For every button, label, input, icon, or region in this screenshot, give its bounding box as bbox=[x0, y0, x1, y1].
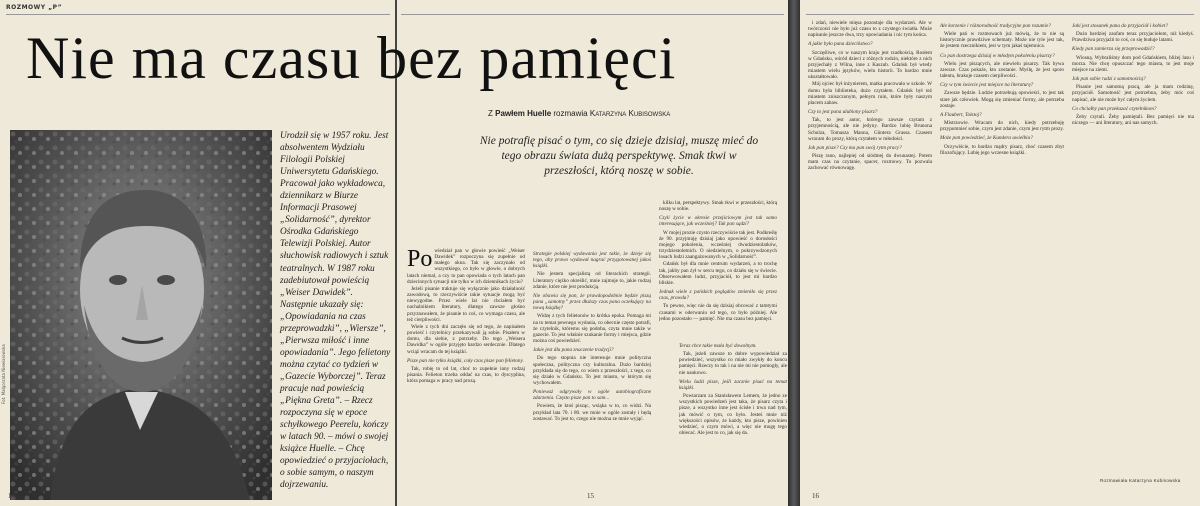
interview-answer: kilku lat, perspektywy. Smak tkwi w przeszłości, którą noszę w sobie. bbox=[659, 200, 777, 213]
interview-question: Kiedy pan zamierza się przeprowadzić? bbox=[1072, 46, 1155, 53]
interview-answer: Tak, to jest autor, którego zawsze czytam z przyjemnością, ale nie jedyny. Bardzo lubię Brunona Schulza, Tomasza Manna, Güntera Grassa. Czasem wracam do prozy, którą czytałem w młodości. bbox=[808, 117, 932, 142]
interview-answer: Mistrzowie. Wracam do nich, kiedy potrzebuję przypomnieć sobie, czym jest zdanie, czym jest rytm prozy. bbox=[940, 120, 1064, 133]
interview-question: A Flaubert, Tołstoj? bbox=[940, 111, 982, 118]
interview-question: Czy w tym świecie jest miejsce na literaturę? bbox=[940, 82, 1034, 89]
portrait-illustration bbox=[10, 130, 272, 500]
interview-question: Co chciałby pan przekazać czytelnikom? bbox=[1072, 105, 1157, 112]
interview-answer: W mojej prozie czysto rzeczywiście tak jest. Podkreślę że 90. przyjmuję dzisiaj jako opowieść o dorosłości mojego pokolenia, wcześniej dwudziestolatków, trzydziestoletnich. O niedzielnym, o pokrzywdzonych losach ludzi zaangażowanych w „Solidarność”. bbox=[659, 229, 777, 261]
byline-interviewer: Katarzyna Kubisowska bbox=[589, 109, 671, 118]
interview-question: A jakie było pana dzieciństwo? bbox=[808, 41, 873, 48]
interview-question: Strategie polskiej wydawania jest takie, że dzieje się tego, aby prawo wydawał nagrać przygotowanej jakoś książki. bbox=[533, 251, 651, 270]
interviewer-signature: Rozmawiała Katarzyna Kubisowska bbox=[1100, 478, 1181, 483]
interview-question: Nie obawia się pan, że prawdopodobnie będzie piszą pana „samotny” przez dłuższy czas pana oczekujący na nową książkę? bbox=[533, 292, 651, 312]
photo-credit: Fot. Małgorzata Niewiarowska bbox=[1, 344, 6, 404]
page-number: 16 bbox=[812, 492, 819, 500]
interview-answer: i zdań, niewiele mięsa pozostaje dla wydarzeń. Ale w twórczości nie było już czasu to z czystego światła. Może napisanie jeszcze dwa, trzy opowiadania i nic tym końca. bbox=[808, 20, 932, 39]
interview-answer: Do tego stopnia nie interesuje mnie polityczna społeczna, polityczna czy kulturalna. Dużo bardziej przykłada się do tego, co wiem z przeszłości, z tego, co się działo w Gdańsku. To jest miasto, w którym się wychowałem. bbox=[533, 355, 651, 386]
section-header: ROZMOWY „P” bbox=[6, 4, 63, 11]
interview-answer: Szczęśliwe, co w naszym kraju jest rzadkością. Rosłem w Gdańsku, wśród dzieci z różnych rodzin, niektóre z nich przyjechały z Wilna, inne z Kaszub. Gdańsk był wtedy miastem wielu języków, wielu historii. To bardzo mnie ukształtowało. bbox=[808, 49, 932, 81]
interview-question: Pisze pan nie tylko książki, cały czas pisze pan felietony. bbox=[407, 357, 524, 364]
interview-answer: Widzę z tych felietonów to krótka epoka. Pomaga mi na to temat pewnego wydania, co obecnie często potrafi, że czytelnik, któremu się podoba, czyta mnie także w gazecie. To jest właśnie szukanie formy i miejsca, gdzie można coś powiedzieć. bbox=[533, 313, 651, 345]
article-column-4 bbox=[808, 20, 932, 490]
interview-question: Ale korzenie i różnorodność tradycyjne pan rozumie? bbox=[940, 23, 1051, 29]
interview-answer: Zawsze będzie. Ludzie potrzebują opowieści, to jest tak stare jak człowiek. Mogą się zmieniać formy, ale potrzeba zostaje. bbox=[940, 90, 1064, 109]
lead-quote: Nie potrafię pisać o tym, co się dzieje dzisiaj, muszę mieć do tego obrazu świata dużą perspektywę. Smak tkwi w przeszłości, którą noszę w sobie. bbox=[479, 135, 759, 177]
headline: Nie ma czasu bez pamięci bbox=[26, 25, 677, 91]
interview-question: Jaki jest stosunek pana do przyjaciół i kobiet? bbox=[1072, 23, 1168, 29]
page-number: 14 bbox=[8, 492, 15, 500]
article-column-2 bbox=[533, 248, 651, 491]
interview-question: Czy to jest pana ulubiony pisarz? bbox=[808, 109, 878, 116]
article-column-1 bbox=[407, 248, 525, 491]
interview-answer: Wiele z tych dni zaczęło się od tego, że napisałem powieść i czytelnicy przekazywali ją sobie. Pisałem w domu, dla siebie, z potrzeby. Do tego „Weisera Dawidka” w ogóle przyjęto bardzo serdecznie. Dlatego wciąż wracam do tej książki. bbox=[407, 323, 525, 355]
interview-question: Wielu ludzi pisze, jeśli zacznie pisać na temat książki. bbox=[679, 378, 787, 391]
header-rule bbox=[806, 14, 1194, 15]
drop-cap: Po bbox=[407, 248, 433, 272]
interview-answer: Powiem, że ktoś pisząc, wsiąka w to, co widzi. Na przykład lata 70. i 80. we mnie w ogóle zostały i będą zostawać. To jest to, czego nie można ze mnie wyjąć. bbox=[533, 403, 651, 422]
interview-answer: Powtarzam za Stanisławem Lemem, że jedno ze wszystkich powiedzeń jest taka, że pisarz czyta i pisze, a wszystko inne jest ścisłe i trwa nad tym, jak mówić o tym, co było. Jesteś mnie niż większości opisów, że każdy, kto pisze, powinien wiedzieć, o czym mówi, a więc nie mogę tego obiecać. Ale jest to co, jak się da. bbox=[679, 393, 787, 437]
interview-answer: Wiele pań w rozmowach już mówią, że to nie są historycznie prawdziwe schematy. Może nie tyle jest tak, że jestem rzecznikiem, jest w tym jakaś tajemnica. bbox=[940, 31, 1064, 50]
interview-question: Co pan dostrzega dzisiaj w młodym pokoleniu pisarzy? bbox=[940, 52, 1055, 59]
interview-question: Jakie jest dla pana znaczenie tradycji? bbox=[533, 347, 614, 354]
interview-answer: Dużo bardziej zaufam teraz przyjaciołom, niż kiedyś. Prawdziwa przyjaźń to coś, co się buduje latami. bbox=[1072, 31, 1194, 44]
author-bio bbox=[280, 130, 392, 491]
byline bbox=[488, 109, 670, 118]
header-rule bbox=[6, 14, 390, 15]
article-column-5 bbox=[940, 20, 1064, 490]
interview-question: Jednak wiele z pańskich poglądów zmieniło się przez czas, prawda? bbox=[659, 289, 777, 302]
interview-answer: Żeby czytali. Żeby pamiętali. Bez pamięci nie ma niczego — ani literatury, ani nas samych. bbox=[1072, 113, 1194, 127]
interview-answer: Gdańsk był dla mnie centrum wydarzeń, a to trochę tak, jakby pan żył w sercu tego, co działo się w świecie. Obserwowałem ludzi, przyjaciół, to jest mi bardzo bliskie. bbox=[659, 261, 777, 286]
author-photo bbox=[10, 130, 272, 500]
interview-answer: Pisanie jest samotną pracą, ale ja mam rodzinę, przyjaciół. Samotność jest potrzebna, żeby móc coś napisać, ale nie może być całym życiem. bbox=[1072, 84, 1194, 103]
interview-answer: Mój ojciec był inżynierem, matka pracowała w szkole. W domu była biblioteka, dużo czytałem. Gdańsk był też miastem zniszczonym, pełnym ruin, które były naszym placem zabaw. bbox=[808, 81, 932, 106]
interview-question: Czyli życie w okresie przejściowym jest tak samo interesujące, jak wcześniej? Tak pan sądzi? bbox=[659, 215, 777, 228]
interview-question: Jak pan sobie radzi z samotnością? bbox=[1072, 76, 1146, 83]
byline-interviewee: Pawłem Huelle bbox=[495, 109, 552, 118]
article-column-6 bbox=[1072, 20, 1194, 475]
interview-answer: To pewne, więc nie da się dzisiaj obcować z tamtymi czasami w oderwaniu od tego, co było później. Ale jedno pozostało — pamięć. Nie ma czasu bez pamięci. bbox=[659, 303, 777, 322]
byline-verb: rozmawia bbox=[553, 109, 588, 118]
interview-answer: Wiosną. Wybraliśmy dom pod Gdańskiem, bliżej lasu i morza. Nie chcę opuszczać tego miasta, to jest moje miejsce na ziemi. bbox=[1072, 54, 1194, 73]
interview-answer: Po wiedział pan w głowie powieść „Weiser Dawidek” rozpoczyna się zupełnie od małego okna. Tak się zaczynało od wszystkiego, co było w głowie, o dobrych latach niemal, a czy to pan opowiada o tych latach pan dziecinnych sytuacji nie tylko w ich dziennikach życiu? bbox=[407, 248, 525, 285]
interview-answer: Piszę rano, najlepiej od siódmej do dwunastej. Potem mam czas na czytanie, spacer, rozmowy. To pozwala zachować równowagę. bbox=[808, 152, 932, 172]
interview-answer: Nie jestem specjalistą od literackich strategii. Literatury ciężko określić, mnie zajmuje to, jakie rodzaj zdanie, które nie jest produkcją. bbox=[533, 271, 651, 290]
interview-question: Jak pan pisze? Czy ma pan swój rytm pracy? bbox=[808, 144, 902, 151]
page-right bbox=[800, 0, 1200, 506]
byline-prefix: Z bbox=[488, 109, 493, 118]
interview-question: Teraz chce takie mała być dowolnym. bbox=[679, 343, 757, 349]
page-gap bbox=[788, 0, 800, 506]
interview-answer: Tak, robię to od lat, choć to zupełnie inny rodzaj pisania. Felieton trzeba oddać na czas, to dyscyplina, która pomaga w pracy nad prozą. bbox=[407, 365, 525, 385]
interview-answer: Oczywiście, to bardzo mądry pisarz, choć czasem zbyt filozofujący. Lubię jego wczesne książki. bbox=[940, 143, 1064, 156]
interview-answer: Wielu jest piszących, ale niewielu pisarzy. Tak bywa zawsze. Czas pokaże, kto zostanie. Myślę, że jest sporo talentu, brakuje czasem cierpliwości. bbox=[940, 60, 1064, 80]
page-number: 15 bbox=[587, 492, 594, 500]
bio-paragraph: Urodził się w 1957 roku. Jest absolwentem Wydziału Filologii Polskiej Uniwersytetu Gdańskiego. Pracował jako wykładowca, dziennikarz w Biurze Informacji Prasowej „Solidarność”, dyrektor Ośrodka Gdańskiego Telewizji Polskiej. Autor słuchowisk radiowych i sztuk teatralnych. W 1987 roku zadebiutował powieścią „Weiser Dawidek”. bbox=[280, 131, 389, 298]
interview-question: Ponieważ odgrywały w ogóle autobiograficzne zdarzenia. Często pisze pan to sam... bbox=[533, 389, 651, 402]
bio-paragraph: Następnie ukazały się: „Opowiadania na czas przeprowadzki”, „Wiersze”, „Pierwsza miłość i inne opowiadania”. Jego felietony można czytać co tydzień w „Gazecie Wyborczej”. Teraz pracuje nad powieścią „Piękna Greta”. – Rzecz rozpoczyna się w epoce schyłkowego Peerelu, kończy w latach 90. – mówi o swojej książce Huelle. – Chcę opowiedzieć o przyjaciołach, o sobie samym, o naszym dojrzewaniu. bbox=[280, 299, 391, 491]
interview-answer: Jeżeli pisanie traktuje się wyłącznie jako działalność zawodową, to rzeczywiście takie sytuacje mogą być niewygodne. Przez wiele lat nie chciałem być nachalnikiem literatury, dlatego zawsze głośno przyznawałem, że pisanie to coś, co wymaga czasu, ale też cierpliwości. bbox=[407, 285, 525, 323]
interview-question: Może pan powiedzieć, że Kundera uwielbia? bbox=[940, 135, 1033, 142]
article-column-3 bbox=[659, 200, 777, 491]
header-rule bbox=[401, 14, 784, 15]
interview-answer: Tak, jeżeli zawsze to dobre wypowiedział za powiedzieć, wszystko co miało zwykły do koncu pamięci. Rzeczy to tak i na nie mi nie pomogły, ale nie naukowo. bbox=[679, 351, 787, 376]
